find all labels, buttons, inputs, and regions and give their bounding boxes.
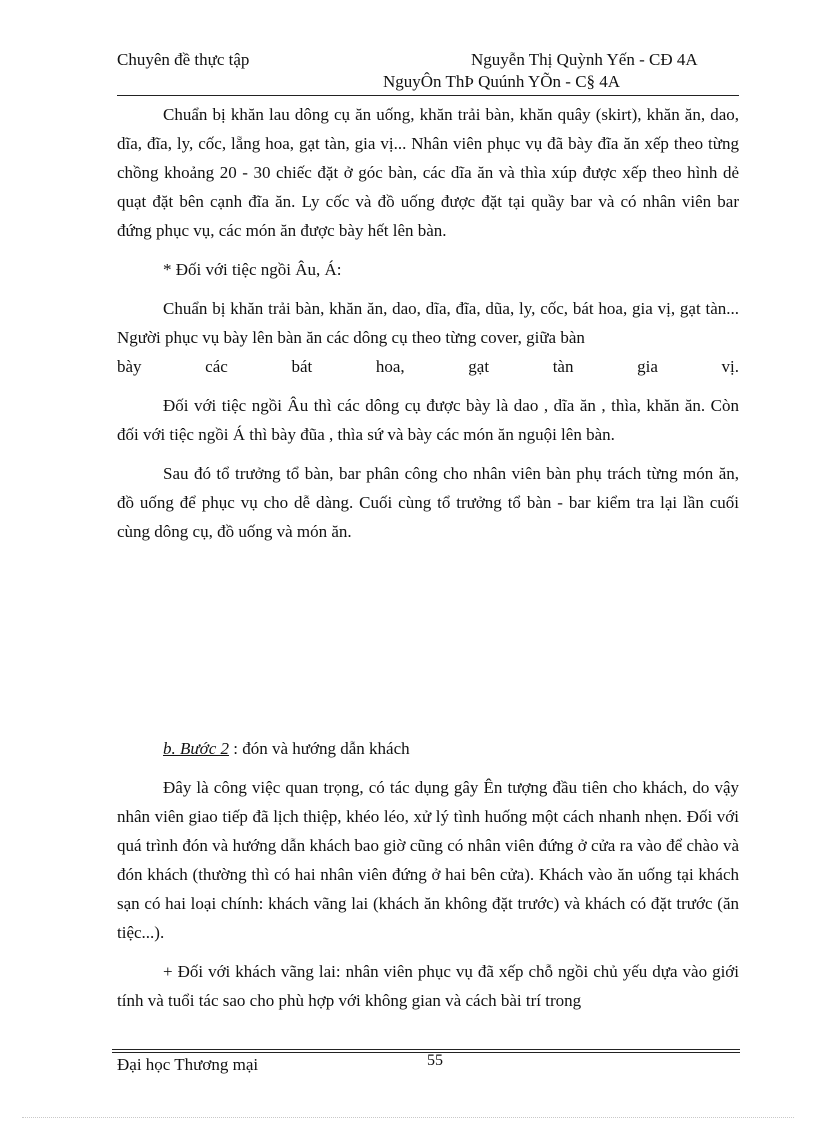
paragraph-4: Đối với tiệc ngồi Âu thì các dông cụ được bày là dao , dĩa ăn , thìa, khăn ăn. Còn đối với tiệc ngồi Á thì bày đũa , thìa sứ và bày các món ăn nguội lên bàn. bbox=[117, 396, 739, 444]
header-rule bbox=[117, 95, 739, 96]
step-label: b. Bước 2 bbox=[163, 739, 230, 758]
paragraph-7: + Đối với khách vãng lai: nhân viên phục vụ đã xếp chỗ ngồi chủ yếu dựa vào giới tính và tuổi tác sao cho phù hợp với không gian và cách bài trí trong bbox=[117, 962, 739, 1010]
footer-rule-bottom bbox=[112, 1052, 740, 1053]
footer-left: Đại học Thương mại bbox=[117, 1055, 259, 1074]
step-title: : đón và hướng dẫn khách bbox=[229, 739, 410, 758]
paragraph-3: Chuẩn bị khăn trải bàn, khăn ăn, dao, dĩa, đĩa, dũa, ly, cốc, bát hoa, gia vị, gạt tàn... Người phục vụ bày lên bàn ăn các dông cụ theo từng cover, giữa bàn bbox=[117, 299, 739, 347]
body-block-1 bbox=[117, 100, 739, 546]
header-right: Nguyễn Thị Quỳnh Yến - CĐ 4A bbox=[471, 50, 698, 69]
header-right-garbled: NguyÔn ThÞ Quúnh YÕn - C§ 4A bbox=[383, 72, 621, 91]
footer-rule-top bbox=[112, 1049, 740, 1050]
paragraph-5: Sau đó tổ trưởng tổ bàn, bar phân công cho nhân viên bàn phụ trách từng món ăn, đồ uống để phục vụ cho dễ dàng. Cuối cùng tổ trưởng tổ bàn - bar kiểm tra lại lần cuối cùng dông cụ, đồ uống và món ăn. bbox=[117, 464, 739, 541]
header-left: Chuyên đề thực tập bbox=[117, 50, 250, 69]
step-heading bbox=[117, 734, 739, 763]
paragraph-1: Chuẩn bị khăn lau dông cụ ăn uống, khăn trải bàn, khăn quây (skirt), khăn ăn, dao, dĩa, đĩa, ly, cốc, lẵng hoa, gạt tàn, gia vị... Nhân viên phục vụ đã bày đĩa ăn xếp theo từng chồng khoảng 20 - 30 chiếc đặt ở góc bàn, các dĩa ăn và thìa xúp được xếp theo hình dẻ quạt đặt bên cạnh đĩa ăn. Ly cốc và đồ uống được đặt tại quầy bar và có nhân viên bar đứng phục vụ, các món ăn được bày hết lên bàn. bbox=[117, 105, 739, 240]
body-block-2 bbox=[117, 734, 739, 1015]
paragraph-6: Đây là công việc quan trọng, có tác dụng gây Ên tượng đầu tiên cho khách, do vậy nhân viên giao tiếp đã lịch thiệp, khéo léo, xử lý tình huống một cách nhanh nhẹn. Đối với quá trình đón và hướng dẫn khách bao giờ cũng có nhân viên đứng ở cửa ra vào để chào và đón khách (thường thì có hai nhân viên đứng ở hai bên cửa). Khách vào ăn uống tại khách sạn có hai loại chính: khách vãng lai (khách ăn không đặt trước) và khách có đặt trước (ăn tiệc...). bbox=[117, 778, 739, 942]
paragraph-2: * Đối với tiệc ngồi Âu, Á: bbox=[163, 260, 342, 279]
page-edge-dots bbox=[22, 1117, 794, 1118]
paragraph-3-tail: bày các bát hoa, gạt tàn gia vị. bbox=[117, 357, 739, 376]
page-number: 55 bbox=[427, 1052, 443, 1069]
